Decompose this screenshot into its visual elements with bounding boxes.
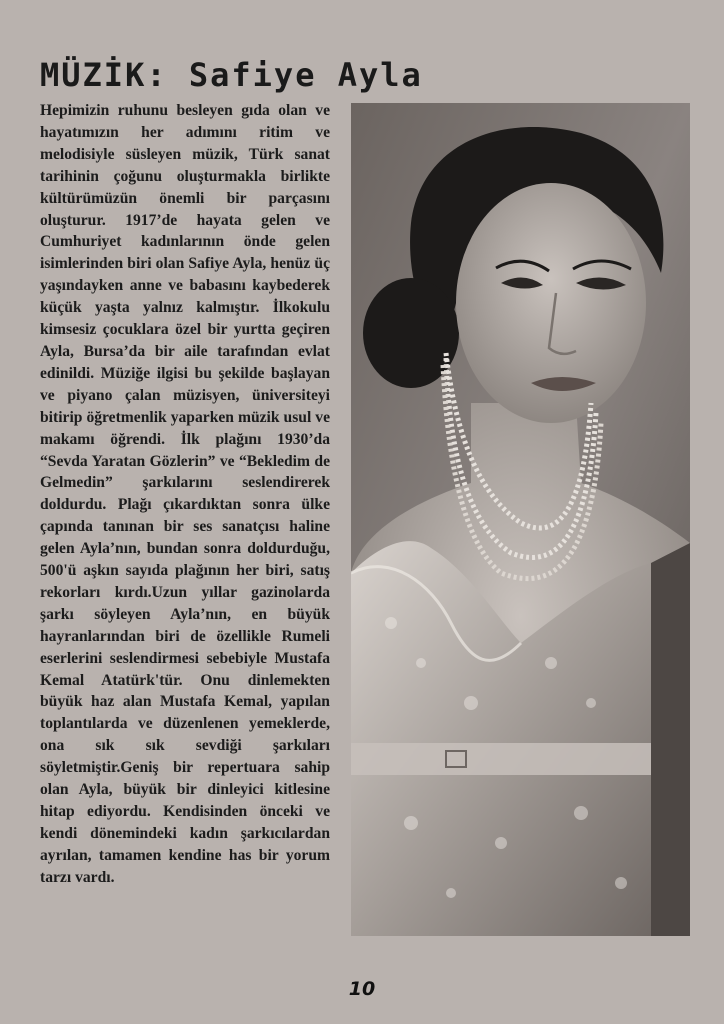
page-title: MÜZİK: Safiye Ayla <box>40 56 423 94</box>
portrait-photo <box>351 103 690 936</box>
page-number: 10 <box>348 978 376 1000</box>
article-body: Hepimizin ruhunu besleyen gıda olan ve hayatımızın her adımını ritim ve melodisiyle süsleyen müzik, Türk sanat tarihinin çoğunu oluşturmakla birlikte kültürümüzün önemli bir parçasını oluşturur. 1917’de hayata gelen ve Cumhuriyet kadınlarının önde gelen isimlerinden biri olan Safiye Ayla, henüz üç yaşındayken anne ve babasını kaybederek küçük yaşta yalnız kalmıştır. İlkokulu kimsesiz çocuklara özel bir yurtta geçiren Ayla, Bursa’da bir aile tarafından evlat edinildi. Müziğe ilgisi bu şekilde başlayan ve piyano çalan müzisyen, üniversiteyi bitirip öğretmenlik yaparken müzik usul ve makamı öğrendi. İlk plağını 1930’da “Sevda Yaratan Gözlerin” ve “Bekledim de Gelmedin” şarkılarını seslendirerek doldurdu. Plağı çıkardıktan sonra ülke çapında tanınan bir ses sanatçısı haline gelen Ayla’nın, bundan sonra doldurduğu, 500'ü aşkın sayıda plağının her biri, satış rekorları kırdı.Uzun yıllar gazinolarda şarkı söyleyen Ayla’nın, en büyük hayranlarından biri de özellikle Rumeli eserlerini seslendirmesi sebebiyle Mustafa Kemal Atatürk'tür. Onu dinlemekten büyük haz alan Mustafa Kemal, yapılan toplantılarda ve düzenlenen yemeklerde, ona sık sık sevdiği şarkıları söyletmiştir.Geniş bir repertuara sahip olan Ayla, büyük bir dinleyici kitlesine hitap ediyordu. Kendisinden önceki ve kendi dönemindeki kadın şarkıcılardan ayrılan, tamamen kendine has bir yorum tarzı vardı. <box>40 102 330 886</box>
